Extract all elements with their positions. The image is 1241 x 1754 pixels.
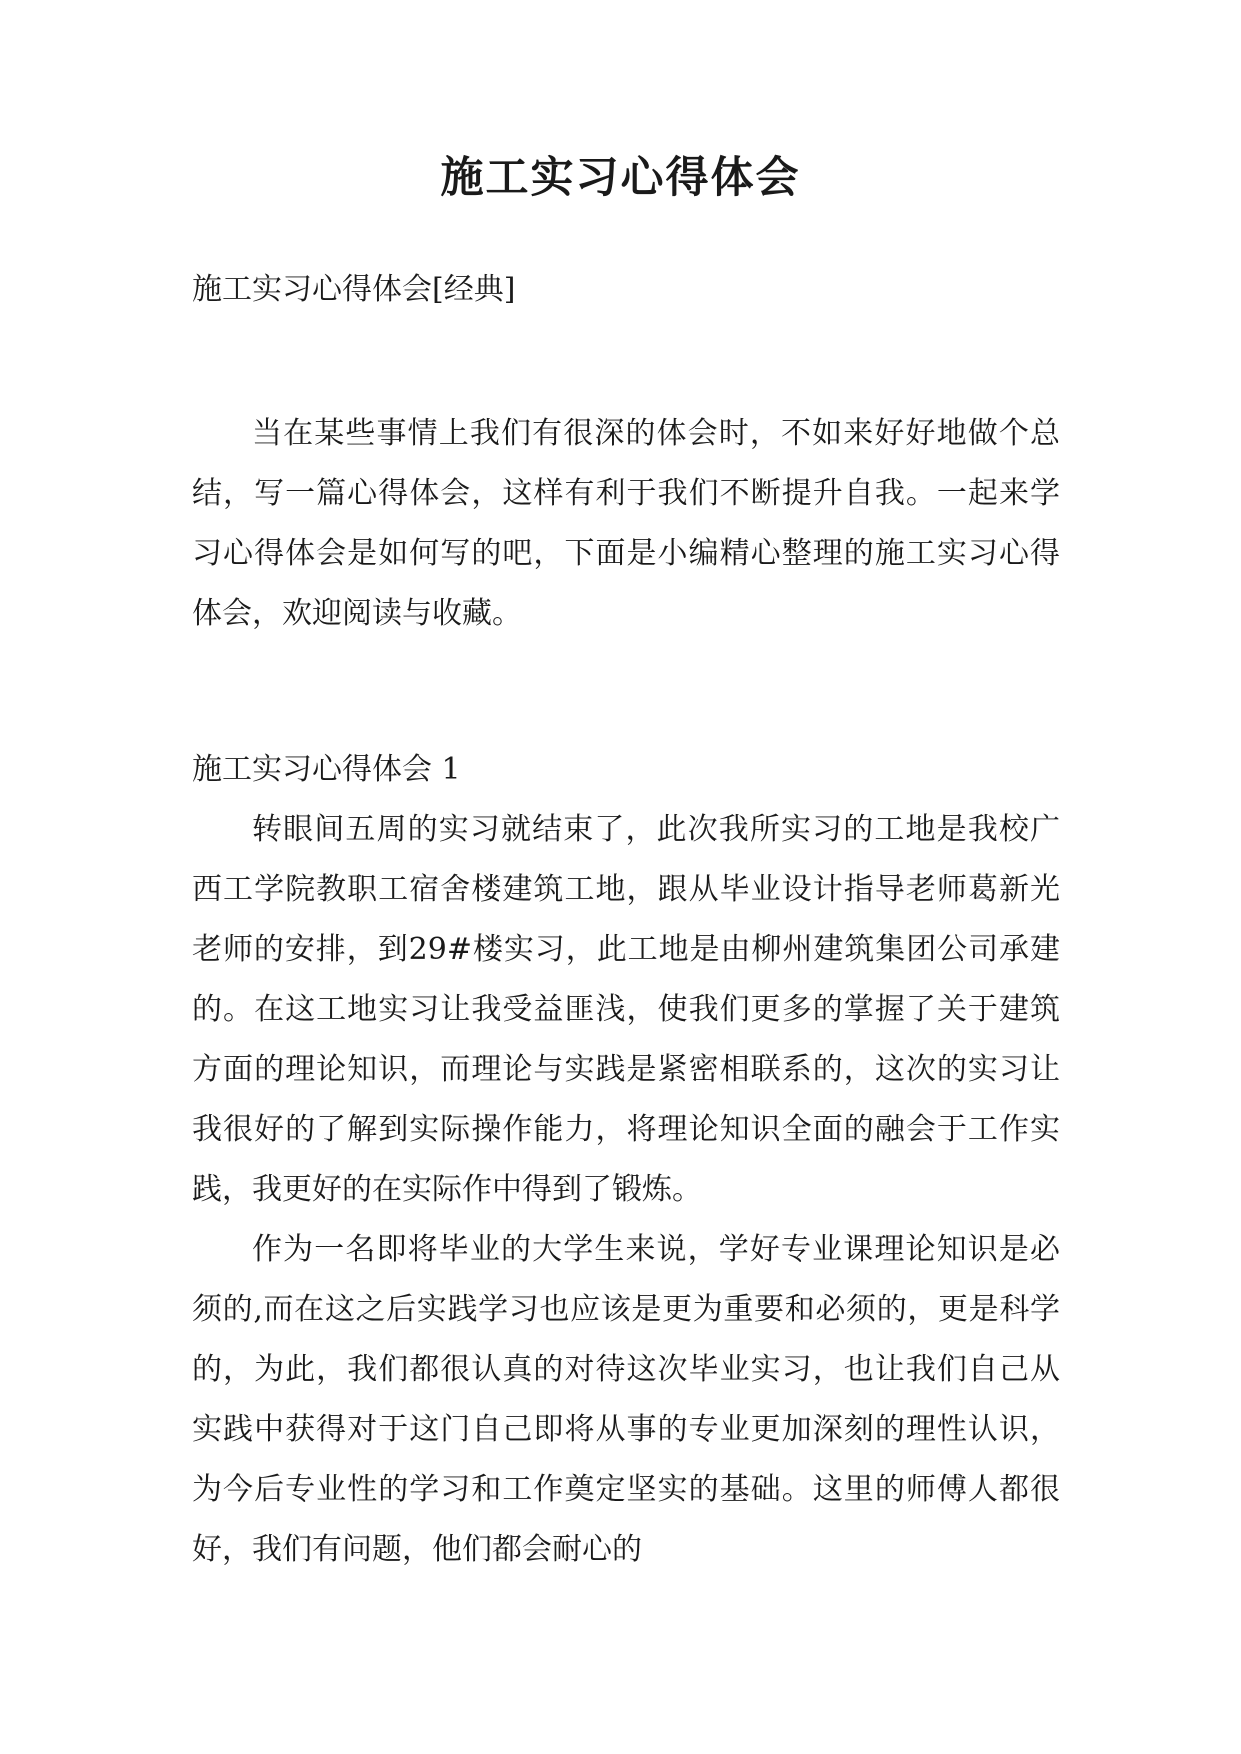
document-body: [192, 260, 1060, 1580]
body-paragraph-2: 作为一名即将毕业的大学生来说，学好专业课理论知识是必须的,而在这之后实践学习也应该是更为重要和必须的，更是科学的，为此，我们都很认真的对待这次毕业实习，也让我们自己从实践中获得对于这门自己即将从事的专业更加深刻的理性认识，为今后专业性的学习和工作奠定坚实的基础。这里的师傅人都很好，我们有问题，他们都会耐心的: [192, 1232, 1060, 1567]
intro-paragraph: 当在某些事情上我们有很深的体会时，不如来好好地做个总结，写一篇心得体会，这样有利于我们不断提升自我。一起来学习心得体会是如何写的吧，下面是小编精心整理的施工实习心得体会，欢迎阅读与收藏。: [192, 416, 1060, 631]
document-subtitle: 施工实习心得体会[经典]: [192, 272, 516, 307]
section-heading: 施工实习心得体会 1: [192, 752, 461, 787]
document-title: 施工实习心得体会: [440, 153, 801, 203]
body-paragraph-1: 转眼间五周的实习就结束了，此次我所实习的工地是我校广西工学院教职工宿舍楼建筑工地，跟从毕业设计指导老师葛新光老师的安排，到29#楼实习，此工地是由柳州建筑集团公司承建的。在这工地实习让我受益匪浅，使我们更多的掌握了关于建筑方面的理论知识，而理论与实践是紧密相联系的，这次的实习让我很好的了解到实际操作能力，将理论知识全面的融会于工作实践，我更好的在实际作中得到了锻炼。: [192, 812, 1060, 1207]
